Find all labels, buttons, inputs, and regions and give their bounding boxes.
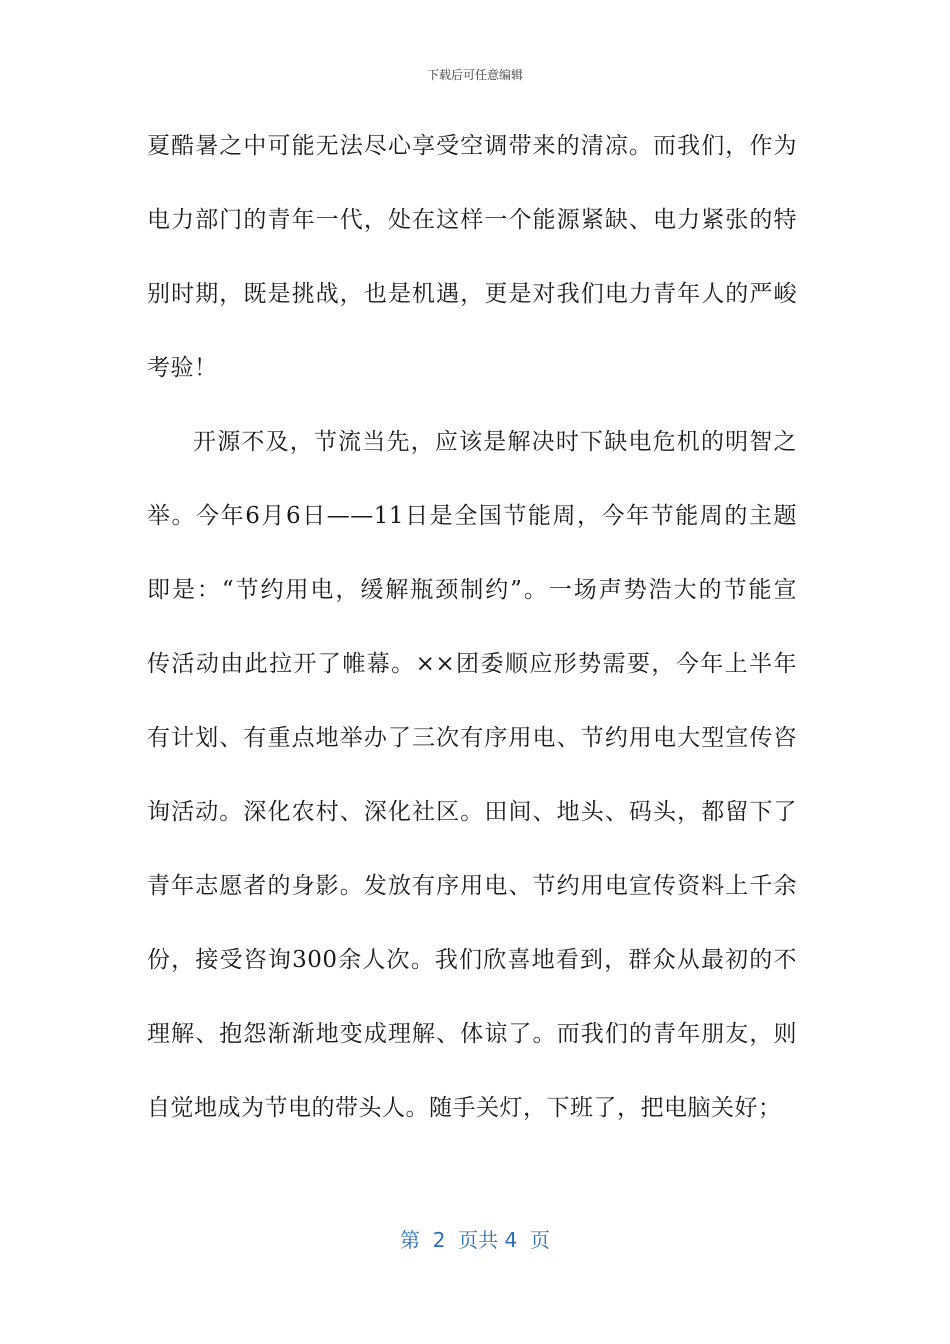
text-line: 考验！ <box>147 355 218 381</box>
page-header: 下载后可任意编辑 <box>426 68 523 82</box>
text-line: 理解、抱怨渐渐地变成理解、体谅了。而我们的青年朋友，则 <box>147 1021 797 1047</box>
text-line: 青年志愿者的身影。发放有序用电、节约用电宣传资料上千余 <box>147 873 797 899</box>
text-line: 开源不及，节流当先，应该是解决时下缺电危机的明智之 <box>193 429 797 455</box>
page-number-footer: 第 2 页共 4 页 <box>400 1228 550 1252</box>
text-line: 举。今年6月6日——11日是全国节能周，今年节能周的主题 <box>147 503 797 529</box>
text-line: 传活动由此拉开了帷幕。××团委顺应形势需要，今年上半年 <box>147 651 797 677</box>
text-line: 自觉地成为节电的带头人。随手关灯，下班了，把电脑关好； <box>147 1095 782 1121</box>
text-line: 别时期，既是挑战，也是机遇，更是对我们电力青年人的严峻 <box>147 281 797 307</box>
text-line: 询活动。深化农村、深化社区。田间、地头、码头，都留下了 <box>147 799 797 825</box>
text-line: 有计划、有重点地举办了三次有序用电、节约用电大型宣传咨 <box>147 725 797 751</box>
text-line: 夏酷暑之中可能无法尽心享受空调带来的清凉。而我们，作为 <box>147 133 797 159</box>
document-body <box>147 122 797 1158</box>
text-line: 份，接受咨询300余人次。我们欣喜地看到，群众从最初的不 <box>147 947 797 973</box>
text-line: 电力部门的青年一代，处在这样一个能源紧缺、电力紧张的特 <box>147 207 797 233</box>
text-line: 即是：“节约用电，缓解瓶颈制约”。一场声势浩大的节能宣 <box>147 577 797 603</box>
